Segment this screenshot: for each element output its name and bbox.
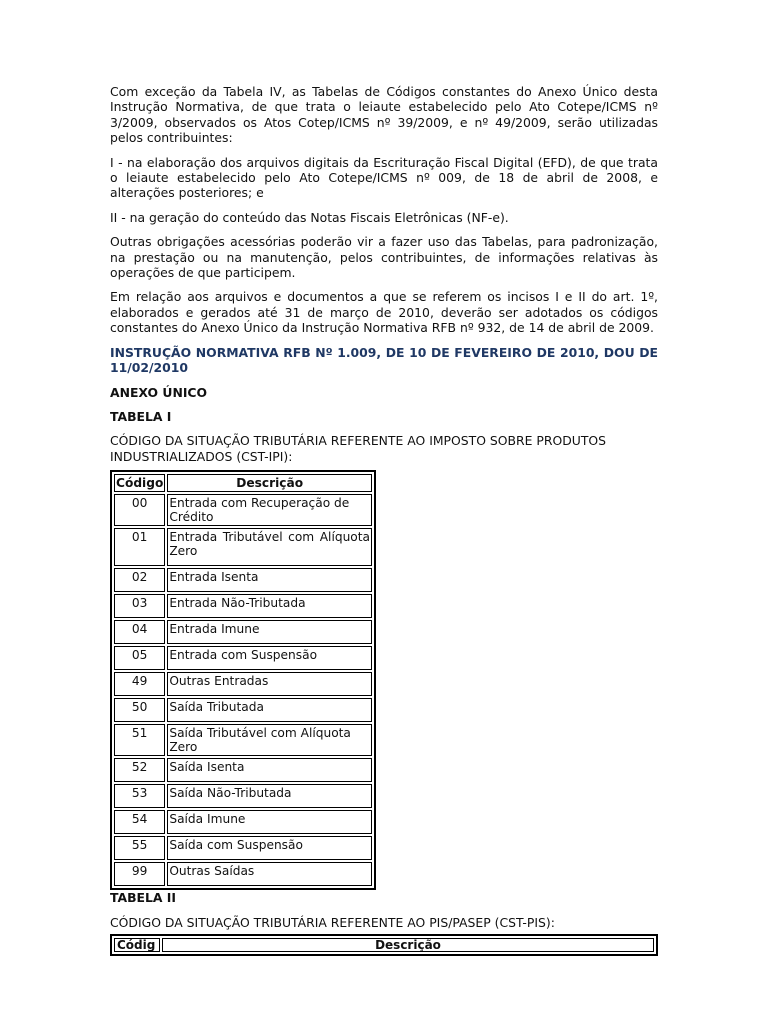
document-body	[110, 84, 658, 956]
tabela1-label: TABELA I	[110, 408, 172, 424]
table-row	[114, 784, 372, 808]
row-code: 53	[114, 784, 165, 808]
row-code: 49	[114, 672, 165, 696]
row-desc: Outras Entradas	[167, 672, 372, 696]
tabela2-header-code: Códig	[114, 938, 160, 952]
table-row	[114, 836, 372, 860]
table-row	[114, 862, 372, 886]
paragraph-other-obligations: Outras obrigações acessórias poderão vir a fazer uso das Tabelas, para padronização, na prestação ou na manutenção, pelos contribuintes, de informações relativas às operações de que participem.	[110, 234, 658, 281]
row-code: 52	[114, 758, 165, 782]
table-row	[114, 758, 372, 782]
paragraph-transition: Em relação aos arquivos e documentos a que se referem os incisos I e II do art. 1º, elaborados e gerados até 31 de março de 2010, deverão ser adotados os códigos constantes do Anexo Único da Instrução Normativa RFB nº 932, de 14 de abril de 2009.	[110, 289, 658, 336]
row-code: 99	[114, 862, 165, 886]
table-row	[114, 646, 372, 670]
row-code: 03	[114, 594, 165, 618]
row-desc: Saída Tributável com Alíquota Zero	[167, 724, 372, 756]
row-desc: Saída Não-Tributada	[167, 784, 372, 808]
row-desc: Entrada Imune	[167, 620, 372, 644]
paragraph-item-ii: II - na geração do conteúdo das Notas Fiscais Eletrônicas (NF-e).	[110, 209, 509, 225]
tabela2-title: CÓDIGO DA SITUAÇÃO TRIBUTÁRIA REFERENTE AO PIS/PASEP (CST-PIS):	[110, 914, 555, 930]
table-row	[114, 528, 372, 566]
tabela2-header-desc: Descrição	[162, 938, 654, 952]
row-code: 55	[114, 836, 165, 860]
table-row	[114, 568, 372, 592]
row-desc: Outras Saídas	[167, 862, 372, 886]
table-row	[114, 620, 372, 644]
table-row	[114, 672, 372, 696]
table-row	[114, 594, 372, 618]
row-code: 54	[114, 810, 165, 834]
table-row	[114, 494, 372, 526]
anexo-label: ANEXO ÚNICO	[110, 384, 208, 400]
tabela2-label: TABELA II	[110, 890, 177, 906]
row-code: 50	[114, 698, 165, 722]
row-desc: Entrada Isenta	[167, 568, 372, 592]
row-desc: Entrada com Suspensão	[167, 646, 372, 670]
normative-heading: INSTRUÇÃO NORMATIVA RFB Nº 1.009, DE 10 DE FEVEREIRO DE 2010, DOU DE 11/02/2010	[110, 344, 658, 376]
row-code: 51	[114, 724, 165, 756]
tabela1-table	[110, 470, 376, 890]
row-code: 02	[114, 568, 165, 592]
row-desc: Saída Imune	[167, 810, 372, 834]
paragraph-item-i: I - na elaboração dos arquivos digitais da Escrituração Fiscal Digital (EFD), de que trata o leiaute estabelecido pelo Ato Cotepe/ICMS nº 009, de 18 de abril de 2008, e alterações posteriores; e	[110, 154, 658, 201]
row-code: 05	[114, 646, 165, 670]
row-desc: Saída Tributada	[167, 698, 372, 722]
row-desc: Saída com Suspensão	[167, 836, 372, 860]
table-row	[114, 698, 372, 722]
tabela2-table	[110, 934, 658, 956]
table-row	[114, 724, 372, 756]
table-row	[114, 810, 372, 834]
tabela1-header-code: Código	[116, 476, 164, 491]
tabela1-title: CÓDIGO DA SITUAÇÃO TRIBUTÁRIA REFERENTE AO IMPOSTO SOBRE PRODUTOS INDUSTRIALIZADOS (CST-IPI):	[110, 433, 607, 464]
row-desc: Entrada Tributável com Alíquota Zero	[167, 528, 372, 566]
row-desc: Entrada Não-Tributada	[167, 594, 372, 618]
row-desc: Entrada com Recuperação de Crédito	[167, 494, 372, 526]
paragraph-intro: Com exceção da Tabela IV, as Tabelas de Códigos constantes do Anexo Único desta Instrução Normativa, de que trata o leiaute estabelecido pelo Ato Cotepe/ICMS nº 3/2009, observados os Atos Cotep/ICMS nº 39/2009, e nº 49/2009, serão utilizadas pelos contribuintes:	[110, 84, 658, 146]
row-code: 04	[114, 620, 165, 644]
row-code: 01	[114, 528, 165, 566]
row-code: 00	[114, 494, 165, 526]
tabela1-header-desc: Descrição	[167, 474, 372, 492]
row-desc: Saída Isenta	[167, 758, 372, 782]
